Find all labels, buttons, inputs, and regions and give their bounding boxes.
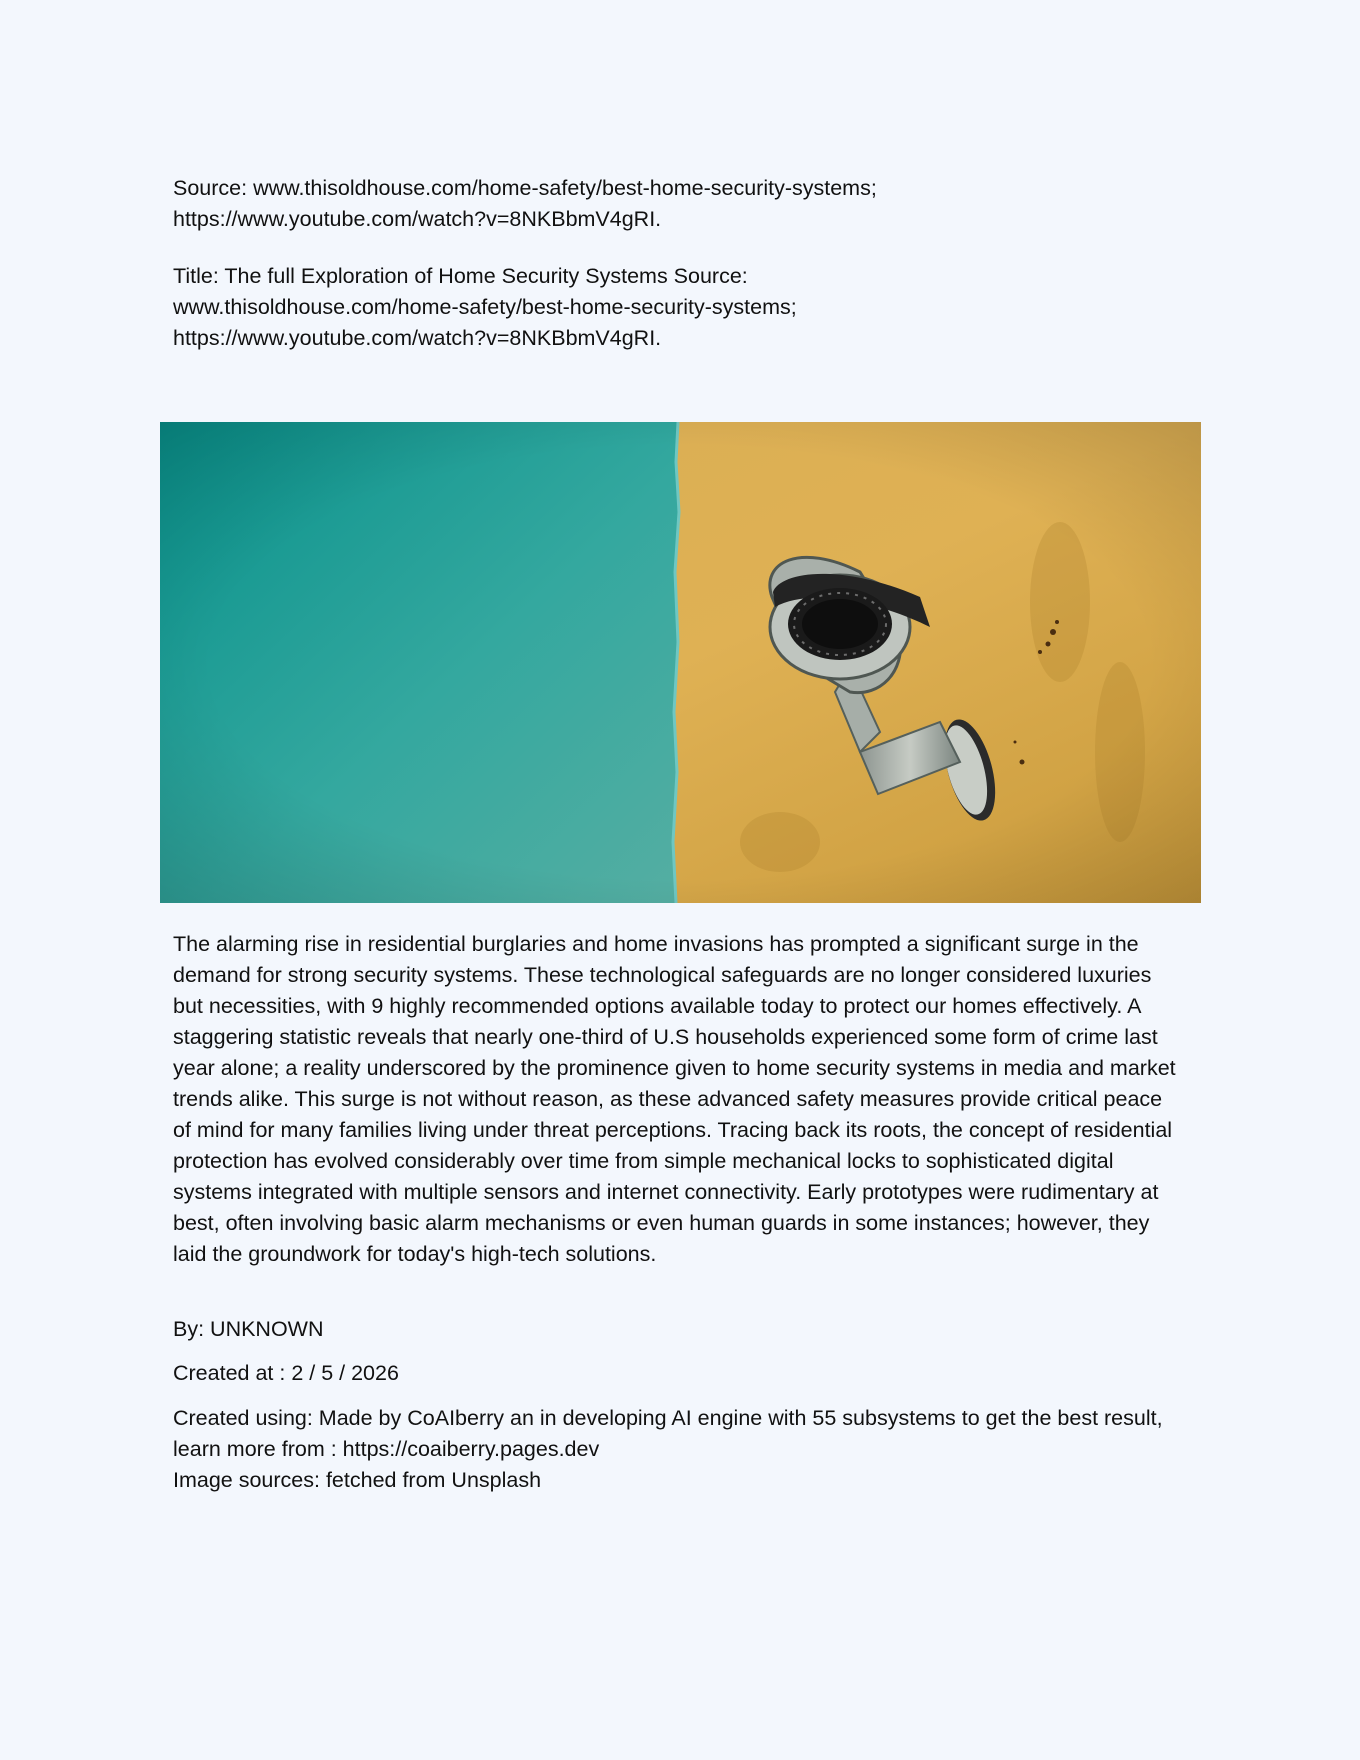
source-line: Source: www.thisoldhouse.com/home-safety/best-home-security-systems; https://www.youtube.com/watch?v=8NKBbmV4gRI. — [173, 176, 877, 231]
title-line: Title: The full Exploration of Home Security Systems Source: www.thisoldhouse.com/home-safety/best-home-security-systems; https://www.youtube.com/watch?v=8NKBbmV4gRI. — [173, 264, 797, 350]
created-date: Created at : 2 / 5 / 2026 — [173, 1361, 399, 1385]
hero-image — [160, 422, 1201, 903]
author-line: By: UNKNOWN — [173, 1317, 324, 1341]
created-using-note: Created using: Made by CoAIberry an in developing AI engine with 55 subsystems to get the best result, learn more from : https://coaiberry.pages.dev — [173, 1406, 1163, 1461]
image-sources-note: Image sources: fetched from Unsplash — [173, 1468, 542, 1492]
article-body: The alarming rise in residential burglaries and home invasions has prompted a significant surge in the demand for strong security systems. These technological safeguards are no longer considered luxuries but necessities, with 9 highly recommended options available today to protect our homes effectively. A staggering statistic reveals that nearly one-third of U.S households experienced some form of crime last year alone; a reality underscored by the prominence given to home security systems in media and market trends alike. This surge is not without reason, as these advanced safety measures provide critical peace of mind for many families living under threat perceptions. Tracing back its roots, the concept of residential protection has evolved considerably over time from simple mechanical locks to sophisticated digital systems integrated with multiple sensors and internet connectivity. Early prototypes were rudimentary at best, often involving basic alarm mechanisms or even human guards in some instances; however, they laid the groundwork for today's high-tech solutions. — [173, 932, 1176, 1266]
security-camera-photo — [160, 422, 1201, 903]
